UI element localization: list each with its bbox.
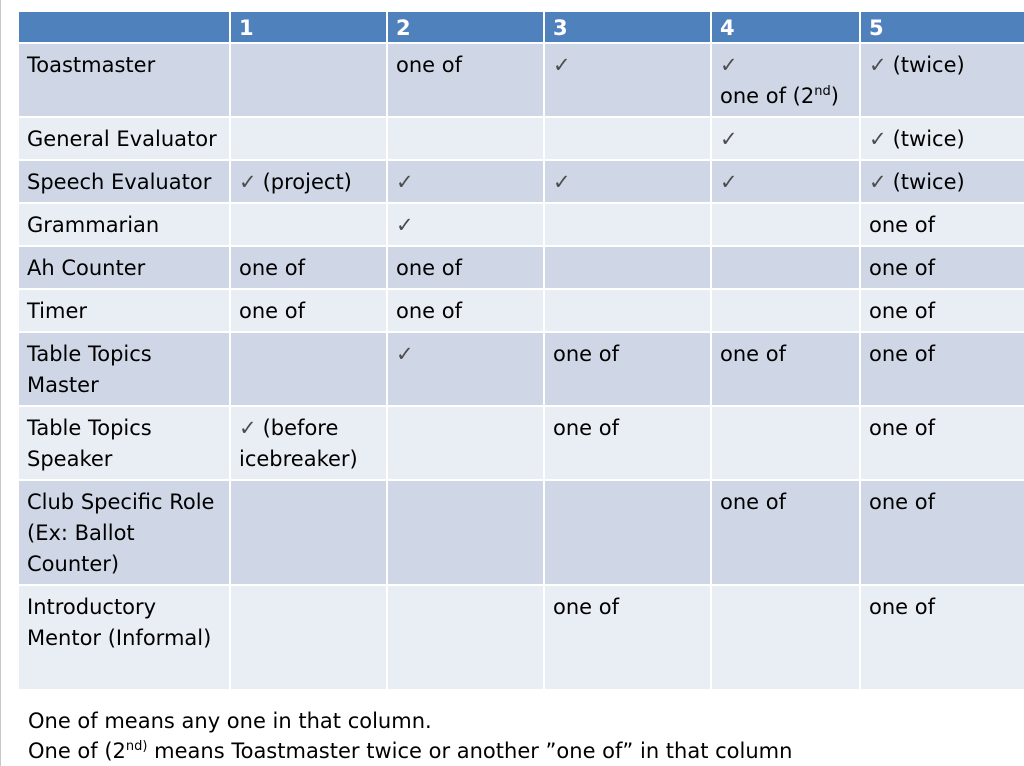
cell-text: one of bbox=[869, 213, 935, 237]
header-cell-level-2: 2 bbox=[387, 11, 544, 43]
cell-text: one of bbox=[553, 342, 619, 366]
cell-text: one of bbox=[239, 256, 305, 280]
cell-text: one of bbox=[396, 299, 462, 323]
role-name-cell: Toastmaster bbox=[18, 43, 230, 117]
role-name-cell: Ah Counter bbox=[18, 246, 230, 289]
level-3-cell bbox=[544, 43, 711, 117]
level-2-cell bbox=[387, 160, 544, 203]
cell-text: one of bbox=[553, 416, 619, 440]
level-5-cell bbox=[860, 289, 1024, 332]
checkmark-icon: ✓ bbox=[396, 342, 414, 366]
level-4-cell bbox=[711, 406, 860, 480]
level-4-cell bbox=[711, 246, 860, 289]
cell-text: one of bbox=[239, 299, 305, 323]
level-3-cell bbox=[544, 480, 711, 585]
table-row bbox=[18, 203, 1024, 246]
role-name-cell: Table Topics Speaker bbox=[18, 406, 230, 480]
level-5-cell bbox=[860, 585, 1024, 690]
cell-text: one of bbox=[869, 299, 935, 323]
level-5-cell bbox=[860, 117, 1024, 160]
level-5-cell bbox=[860, 246, 1024, 289]
cell-text: one of bbox=[869, 256, 935, 280]
header-cell-role bbox=[18, 11, 230, 43]
footnote-one-of-second bbox=[28, 736, 792, 766]
header-cell-level-5: 5 bbox=[860, 11, 1024, 43]
cell-text: (project) bbox=[262, 170, 352, 194]
role-name-cell: Timer bbox=[18, 289, 230, 332]
role-name-cell: Table Topics Master bbox=[18, 332, 230, 406]
role-name-cell: Introductory Mentor (Informal) bbox=[18, 585, 230, 690]
checkmark-icon: ✓ bbox=[869, 53, 887, 77]
level-1-cell bbox=[230, 43, 387, 117]
table-row bbox=[18, 246, 1024, 289]
level-5-cell bbox=[860, 43, 1024, 117]
cell-text: one of bbox=[396, 53, 462, 77]
level-5-cell bbox=[860, 480, 1024, 585]
role-name-cell: Grammarian bbox=[18, 203, 230, 246]
role-name-cell: Club Specific Role (Ex: Ballot Counter) bbox=[18, 480, 230, 585]
level-5-cell bbox=[860, 160, 1024, 203]
checkmark-icon: ✓ bbox=[553, 170, 571, 194]
cell-text: one of bbox=[869, 416, 935, 440]
level-2-cell bbox=[387, 117, 544, 160]
level-3-cell bbox=[544, 117, 711, 160]
table-row bbox=[18, 43, 1024, 117]
header-cell-level-1: 1 bbox=[230, 11, 387, 43]
level-2-cell bbox=[387, 406, 544, 480]
table-row bbox=[18, 332, 1024, 406]
cell-text: one of bbox=[869, 490, 935, 514]
level-1-cell bbox=[230, 289, 387, 332]
checkmark-icon: ✓ bbox=[396, 170, 414, 194]
table-row bbox=[18, 160, 1024, 203]
header-cell-level-4: 4 bbox=[711, 11, 860, 43]
level-4-cell bbox=[711, 480, 860, 585]
footnote-one-of: One of means any one in that column. bbox=[28, 709, 432, 733]
cell-text: (twice) bbox=[892, 170, 965, 194]
level-3-cell bbox=[544, 289, 711, 332]
level-4-cell bbox=[711, 117, 860, 160]
level-2-cell bbox=[387, 289, 544, 332]
level-1-cell bbox=[230, 406, 387, 480]
checkmark-icon: ✓ bbox=[720, 53, 738, 77]
level-3-cell bbox=[544, 246, 711, 289]
level-1-cell bbox=[230, 332, 387, 406]
level-2-cell bbox=[387, 43, 544, 117]
cell-superscript: nd bbox=[814, 84, 831, 99]
left-border bbox=[0, 0, 1, 766]
level-1-cell bbox=[230, 246, 387, 289]
cell-text: one of bbox=[396, 256, 462, 280]
checkmark-icon: ✓ bbox=[720, 127, 738, 151]
cell-text: one of bbox=[553, 595, 619, 619]
cell-text: ) bbox=[830, 84, 839, 108]
checkmark-icon: ✓ bbox=[553, 53, 571, 77]
level-2-cell bbox=[387, 332, 544, 406]
checkmark-icon: ✓ bbox=[396, 213, 414, 237]
cell-text: (before icebreaker) bbox=[239, 416, 358, 471]
cell-text: one of bbox=[869, 342, 935, 366]
level-3-cell bbox=[544, 160, 711, 203]
cell-text: one of bbox=[720, 490, 786, 514]
level-1-cell bbox=[230, 117, 387, 160]
role-name-cell: General Evaluator bbox=[18, 117, 230, 160]
cell-text: one of bbox=[869, 595, 935, 619]
checkmark-icon: ✓ bbox=[869, 170, 887, 194]
role-requirements-table bbox=[17, 10, 1024, 691]
level-3-cell bbox=[544, 406, 711, 480]
level-1-cell bbox=[230, 480, 387, 585]
level-1-cell bbox=[230, 585, 387, 690]
footnote-text: means Toastmaster twice or another ”one of” in that column bbox=[147, 739, 793, 763]
table-row bbox=[18, 117, 1024, 160]
level-3-cell bbox=[544, 203, 711, 246]
level-4-cell bbox=[711, 160, 860, 203]
table-row bbox=[18, 289, 1024, 332]
level-3-cell bbox=[544, 332, 711, 406]
cell-text: one of bbox=[720, 342, 786, 366]
table-row bbox=[18, 406, 1024, 480]
level-4-cell bbox=[711, 585, 860, 690]
cell-text: (twice) bbox=[892, 53, 965, 77]
cell-text: one of (2 bbox=[720, 84, 815, 108]
level-2-cell bbox=[387, 246, 544, 289]
level-2-cell bbox=[387, 585, 544, 690]
checkmark-icon: ✓ bbox=[239, 170, 257, 194]
checkmark-icon: ✓ bbox=[239, 416, 257, 440]
level-4-cell bbox=[711, 43, 860, 117]
table-row bbox=[18, 480, 1024, 585]
level-4-cell bbox=[711, 332, 860, 406]
checkmark-icon: ✓ bbox=[720, 170, 738, 194]
table-row bbox=[18, 585, 1024, 690]
footnote-superscript: nd) bbox=[125, 739, 148, 754]
role-name-cell: Speech Evaluator bbox=[18, 160, 230, 203]
level-1-cell bbox=[230, 160, 387, 203]
level-5-cell bbox=[860, 332, 1024, 406]
level-3-cell bbox=[544, 585, 711, 690]
level-2-cell bbox=[387, 203, 544, 246]
checkmark-icon: ✓ bbox=[869, 127, 887, 151]
level-5-cell bbox=[860, 203, 1024, 246]
header-cell-level-3: 3 bbox=[544, 11, 711, 43]
cell-text: (twice) bbox=[892, 127, 965, 151]
level-1-cell bbox=[230, 203, 387, 246]
level-4-cell bbox=[711, 203, 860, 246]
table-body bbox=[18, 43, 1024, 690]
level-2-cell bbox=[387, 480, 544, 585]
footnote-text: One of (2 bbox=[28, 739, 126, 763]
level-5-cell bbox=[860, 406, 1024, 480]
table-header-row bbox=[18, 11, 1024, 43]
level-4-cell bbox=[711, 289, 860, 332]
